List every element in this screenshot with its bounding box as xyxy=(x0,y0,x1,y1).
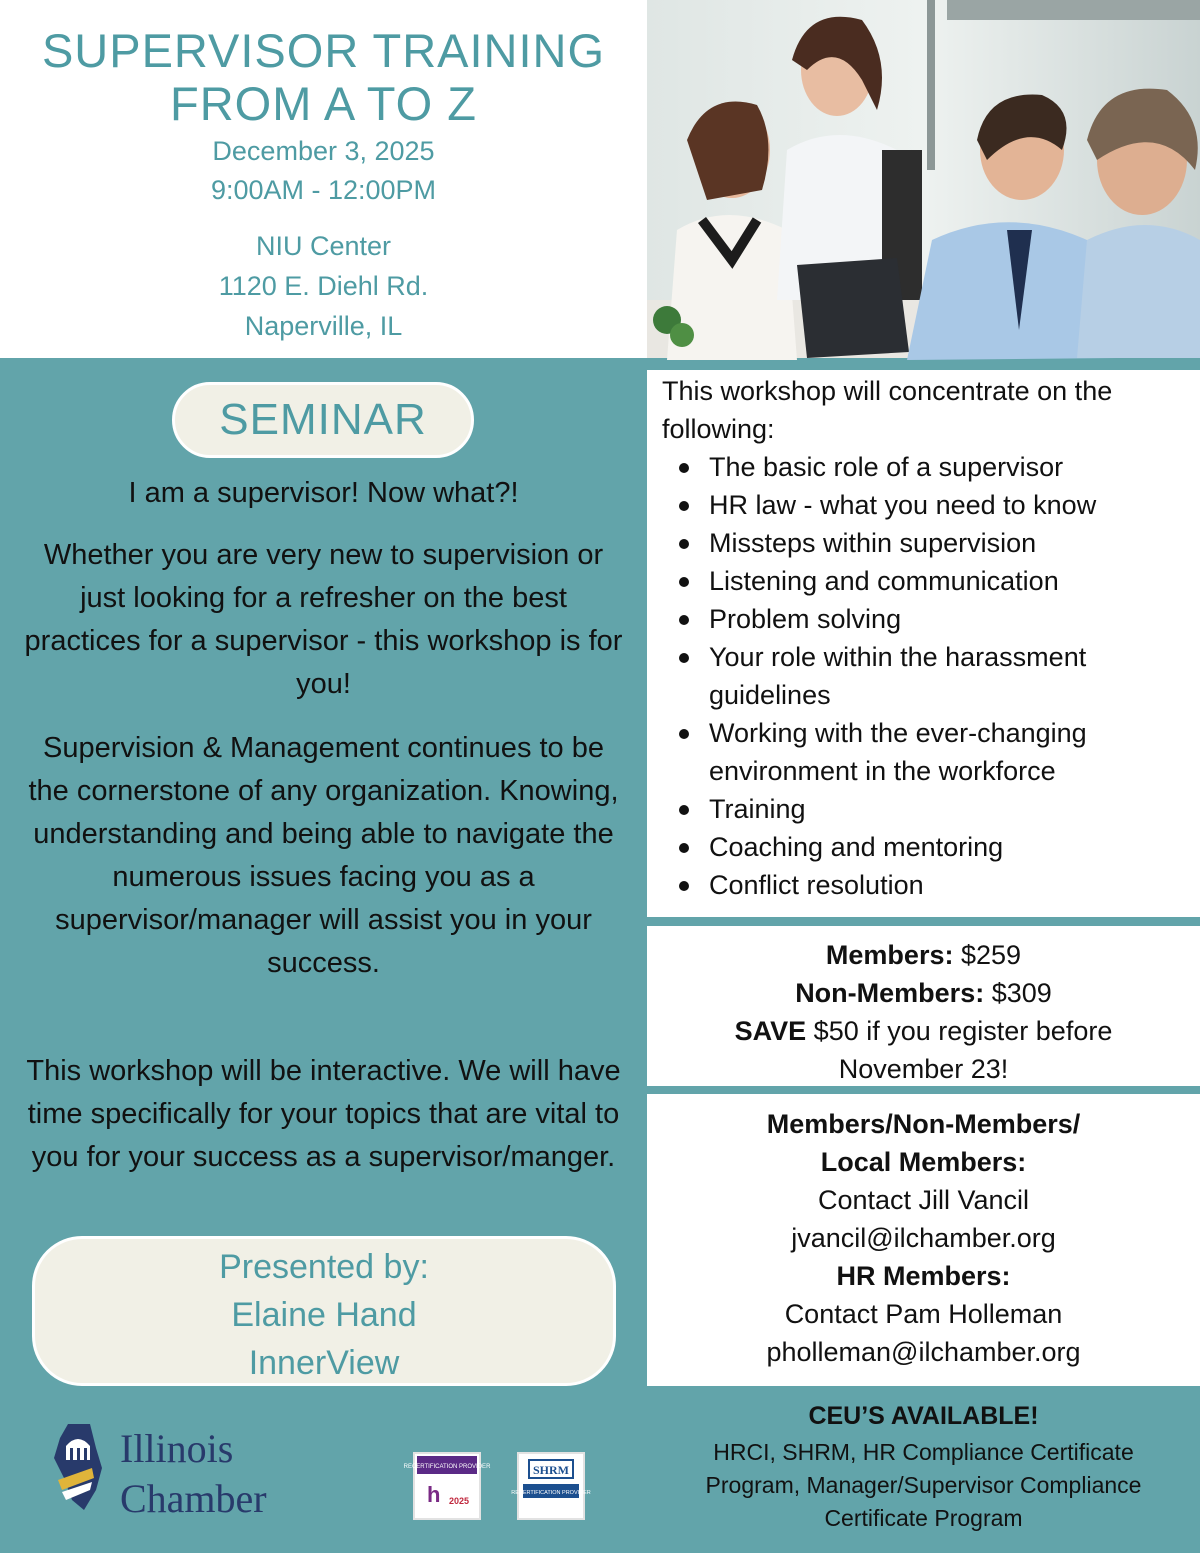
ceu-info xyxy=(647,1396,1200,1535)
nonmembers-price-line xyxy=(647,974,1200,1012)
presenter-name: Elaine Hand xyxy=(231,1296,417,1334)
event-time: 9:00AM - 12:00PM xyxy=(210,175,437,205)
topic-item: Coaching and mentoring xyxy=(709,828,1189,866)
ceu-programs: HRCI, SHRM, HR Compliance Certificate Program, Manager/Supervisor Compliance Certificate Program xyxy=(705,1439,1142,1531)
hrci-badge-year: 2025 xyxy=(448,1496,470,1506)
event-header xyxy=(0,0,647,358)
contact-group2-label: HR Members: xyxy=(836,1261,1011,1291)
shrm-provider-badge xyxy=(511,1452,591,1520)
event-date: December 3, 2025 xyxy=(212,136,435,166)
save-text: $50 if you register before November 23! xyxy=(813,1016,1113,1084)
seminar-intro: I am a supervisor! Now what?! xyxy=(128,477,519,509)
seminar-audience: Whether you are very new to supervision or just looking for a refresher on the best practices for a supervisor - this workshop is for you! xyxy=(24,539,623,700)
illinois-chamber-logo xyxy=(50,1418,380,1521)
members-price-line xyxy=(647,936,1200,974)
topic-item: Listening and communication xyxy=(709,562,1189,600)
nonmembers-label: Non-Members: xyxy=(795,978,985,1008)
pricing-box xyxy=(647,926,1200,1086)
topic-item: HR law - what you need to know xyxy=(709,486,1189,524)
early-bird-note xyxy=(647,1012,1200,1088)
event-city: Naperville, IL xyxy=(244,311,403,341)
presenter-card xyxy=(32,1236,616,1386)
contact-group1-name: Contact Jill Vancil xyxy=(817,1185,1030,1215)
topics-intro: This workshop will concentrate on the following: xyxy=(662,376,1113,444)
topic-item: Training xyxy=(709,790,1189,828)
chamber-logo-line2: Chamber xyxy=(120,1476,267,1521)
event-title xyxy=(0,24,647,130)
presenter-label: Presented by: xyxy=(219,1248,429,1286)
topic-item: The basic role of a supervisor xyxy=(709,448,1189,486)
save-label: SAVE xyxy=(734,1016,807,1046)
shrm-badge-label: RECERTIFICATION PROVIDER xyxy=(511,1490,591,1496)
topic-item: Your role within the harassment guidelines xyxy=(709,638,1189,714)
nonmembers-price: $309 xyxy=(991,978,1052,1008)
topic-item: Missteps within supervision xyxy=(709,524,1189,562)
contact-group2-email[interactable]: pholleman@ilchamber.org xyxy=(766,1337,1081,1367)
contact-group1-email[interactable]: jvancil@ilchamber.org xyxy=(791,1223,1056,1253)
shrm-badge-name: SHRM xyxy=(533,1463,569,1477)
svg-text:h: h xyxy=(427,1482,441,1507)
seminar-importance: Supervision & Management continues to be the cornerstone of any organization. Knowing, understanding and being able to navigate the numerous issues facing you as a supervisor/manager will assist you in your success. xyxy=(28,732,619,979)
contact-group1-label: Members/Non-Members/ xyxy=(766,1109,1081,1139)
seminar-interactive: This workshop will be interactive. We will have time specifically for your topics that are vital to you for your success as a supervisor/manger. xyxy=(26,1055,621,1173)
event-venue: NIU Center xyxy=(255,231,392,261)
topic-item: Working with the ever-changing environment in the workforce xyxy=(709,714,1189,790)
topic-item: Conflict resolution xyxy=(709,866,1189,904)
members-label: Members: xyxy=(825,940,954,970)
topic-item: Problem solving xyxy=(709,600,1189,638)
seminar-badge: SEMINAR xyxy=(172,382,474,458)
event-street: 1120 E. Diehl Rd. xyxy=(218,271,429,301)
hrci-badge-label: RECERTIFICATION PROVIDER xyxy=(403,1464,491,1470)
registration-contacts xyxy=(647,1094,1200,1386)
event-title-line2: FROM A TO Z xyxy=(170,77,477,130)
event-title-line1: SUPERVISOR TRAINING xyxy=(41,24,606,77)
ceu-heading: CEU’S AVAILABLE! xyxy=(808,1402,1039,1430)
contact-group2-name: Contact Pam Holleman xyxy=(784,1299,1063,1329)
workshop-topics xyxy=(647,370,1200,917)
team-photo xyxy=(647,0,1200,358)
chamber-logo-line1: Illinois xyxy=(120,1426,234,1471)
topics-list xyxy=(709,448,1189,904)
members-price: $259 xyxy=(960,940,1022,970)
contact-group1-label2: Local Members: xyxy=(820,1147,1027,1177)
hrci-provider-badge xyxy=(403,1452,491,1520)
presenter-company: InnerView xyxy=(248,1344,400,1382)
